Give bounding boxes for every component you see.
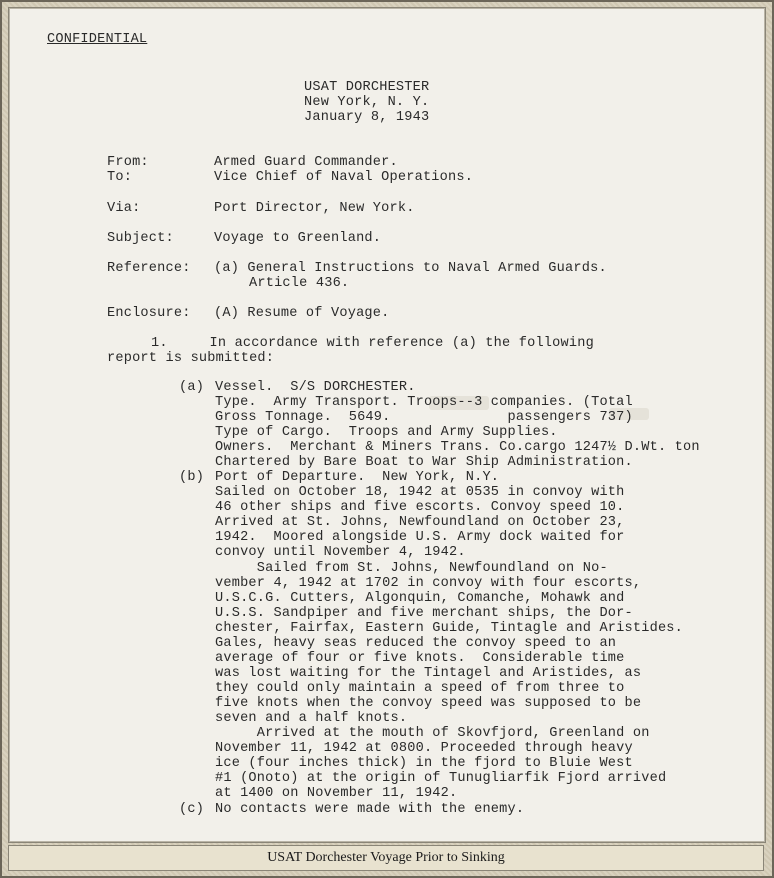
section-b-line: five knots when the convoy speed was supposed to be xyxy=(215,696,642,711)
image-caption: USAT Dorchester Voyage Prior to Sinking xyxy=(267,850,505,865)
section-b-line: Sailed on October 18, 1942 at 0535 in convoy with xyxy=(215,485,625,500)
field-value-subject: Voyage to Greenland. xyxy=(214,231,382,246)
paragraph-1-line: 1. In accordance with reference (a) the following xyxy=(151,336,594,351)
section-b-line: Port of Departure. New York, N.Y. xyxy=(215,470,500,485)
document-page xyxy=(8,7,766,843)
section-c-line: No contacts were made with the enemy. xyxy=(215,802,525,817)
section-c-marker: (c) xyxy=(179,802,205,817)
paragraph-1-line: report is submitted: xyxy=(107,351,275,366)
field-label-reference: Reference: xyxy=(107,261,191,276)
section-b-line: U.S.S. Sandpiper and five merchant ships, the Dor- xyxy=(215,606,633,621)
section-b-line: 1942. Moored alongside U.S. Army dock waited for xyxy=(215,530,625,545)
field-label-from: From: xyxy=(107,155,149,170)
section-b-line: 46 other ships and five escorts. Convoy speed 10. xyxy=(215,500,625,515)
classification-mark: CONFIDENTIAL xyxy=(47,32,148,47)
section-b-line: at 1400 on November 11, 1942. xyxy=(215,786,458,801)
section-b-line: chester, Fairfax, Eastern Guide, Tintagle and Aristides. xyxy=(215,621,684,636)
field-label-to: To: xyxy=(107,170,133,185)
section-b-line: they could only maintain a speed of from three to xyxy=(215,681,625,696)
field-label-subject: Subject: xyxy=(107,231,174,246)
header-line-city: New York, N. Y. xyxy=(304,95,430,110)
section-a-line: Type. Army Transport. Troops--3 companies. (Total xyxy=(215,395,633,410)
section-b-line: Arrived at St. Johns, Newfoundland on October 23, xyxy=(215,515,625,530)
section-b-line: #1 (Onoto) at the origin of Tunugliarfik Fjord arrived xyxy=(215,771,667,786)
section-a-line: Gross Tonnage. 5649. passengers 737) xyxy=(215,410,633,425)
section-b-line: Gales, heavy seas reduced the convoy speed to an xyxy=(215,636,617,651)
section-b-line: Sailed from St. Johns, Newfoundland on No- xyxy=(215,561,608,576)
field-value-from: Armed Guard Commander. xyxy=(214,155,398,170)
section-a-line: Type of Cargo. Troops and Army Supplies. xyxy=(215,425,558,440)
field-label-via: Via: xyxy=(107,201,141,216)
section-b-line: U.S.C.G. Cutters, Algonquin, Comanche, Mohawk and xyxy=(215,591,625,606)
section-b-line: November 11, 1942 at 0800. Proceeded through heavy xyxy=(215,741,633,756)
section-b-line: vember 4, 1942 at 1702 in convoy with four escorts, xyxy=(215,576,642,591)
field-value-reference: (a) General Instructions to Naval Armed Guards. xyxy=(214,261,607,276)
section-b-line: average of four or five knots. Considerable time xyxy=(215,651,625,666)
section-b-line: was lost waiting for the Tintagel and Aristides, as xyxy=(215,666,642,681)
section-b-marker: (b) xyxy=(179,470,205,485)
field-value-to: Vice Chief of Naval Operations. xyxy=(214,170,474,185)
field-value-reference-article: Article 436. xyxy=(249,276,350,291)
header-line-date: January 8, 1943 xyxy=(304,110,430,125)
caption-bar xyxy=(8,845,764,871)
section-a-line: Vessel. S/S DORCHESTER. xyxy=(215,380,416,395)
section-a-line: Chartered by Bare Boat to War Ship Administration. xyxy=(215,455,633,470)
field-label-enclosure: Enclosure: xyxy=(107,306,191,321)
field-value-via: Port Director, New York. xyxy=(214,201,415,216)
section-b-line: Arrived at the mouth of Skovfjord, Greenland on xyxy=(215,726,650,741)
section-b-line: seven and a half knots. xyxy=(215,711,408,726)
field-value-enclosure: (A) Resume of Voyage. xyxy=(214,306,390,321)
section-b-line: ice (four inches thick) in the fjord to Bluie West xyxy=(215,756,633,771)
section-b-line: convoy until November 4, 1942. xyxy=(215,545,466,560)
section-a-marker: (a) xyxy=(179,380,205,395)
section-a-line: Owners. Merchant & Miners Trans. Co.cargo 1247½ D.Wt. ton xyxy=(215,440,700,455)
header-line-ship: USAT DORCHESTER xyxy=(304,80,430,95)
